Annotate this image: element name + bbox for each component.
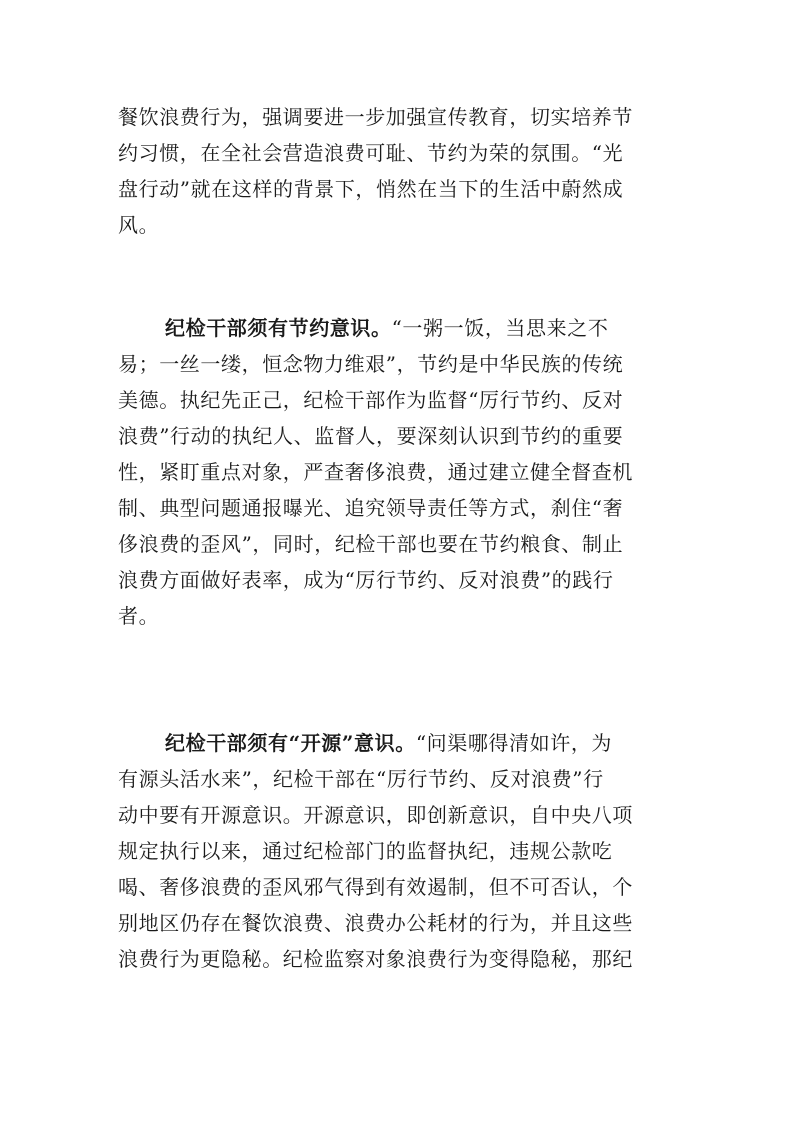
paragraph-2-heading: 纪检干部须有节约意识。 [165,316,392,340]
paragraph-1-line-2: 约习惯，在全社会营造浪费可耻、节约为荣的氛围。“光 [118,141,624,165]
paragraph-3-line-6: 别地区仍存在餐饮浪费、浪费办公耗材的行为，并且这些 [118,911,633,935]
paragraph-2-first-line-text: “一粥一饭，当思来之不 [391,316,609,340]
paragraph-2-line-4: 浪费”行动的执纪人、监督人，要深刻认识到节约的重要 [118,424,624,448]
paragraph-2-line-1 [165,316,658,340]
paragraph-2-line-9: 者。 [118,604,160,628]
paragraph-2-line-2: 易；一丝一缕，恒念物力维艰”，节约是中华民族的传统 [118,352,624,376]
paragraph-2-line-5: 性，紧盯重点对象，严查奢侈浪费，通过建立健全督查机 [118,460,633,484]
paragraph-2-line-3: 美德。执纪先正己，纪检干部作为监督“厉行节约、反对 [118,388,624,412]
paragraph-3-line-5: 喝、奢侈浪费的歪风邪气得到有效遏制，但不可否认，个 [118,875,633,899]
paragraph-3-line-4: 规定执行以来，通过纪检部门的监督执纪，违规公款吃 [118,839,613,863]
paragraph-3-heading: 纪检干部须有“开源”意识。 [165,731,416,755]
paragraph-3-line-1 [165,731,658,755]
paragraph-1-line-4: 风。 [118,213,160,237]
paragraph-2-line-8: 浪费方面做好表率，成为“厉行节约、反对浪费”的践行 [118,568,614,592]
paragraph-2-line-7: 侈浪费的歪风”，同时，纪检干部也要在节约粮食、制止 [118,532,624,556]
paragraph-3-first-line-text: “问渠哪得清如许，为 [415,731,613,755]
paragraph-3-line-3: 动中要有开源意识。开源意识，即创新意识，自中央八项 [118,803,633,827]
paragraph-3-line-7: 浪费行为更隐秘。纪检监察对象浪费行为变得隐秘，那纪 [118,947,633,971]
paragraph-1-line-1: 餐饮浪费行为，强调要进一步加强宣传教育，切实培养节 [118,105,633,129]
paragraph-3-line-2: 有源头活水来”，纪检干部在“厉行节约、反对浪费”行 [118,767,604,791]
paragraph-1-line-3: 盘行动”就在这样的背景下，悄然在当下的生活中蔚然成 [118,177,624,201]
paragraph-2-line-6: 制、典型问题通报曝光、追究领导责任等方式，刹住“奢 [118,496,624,520]
